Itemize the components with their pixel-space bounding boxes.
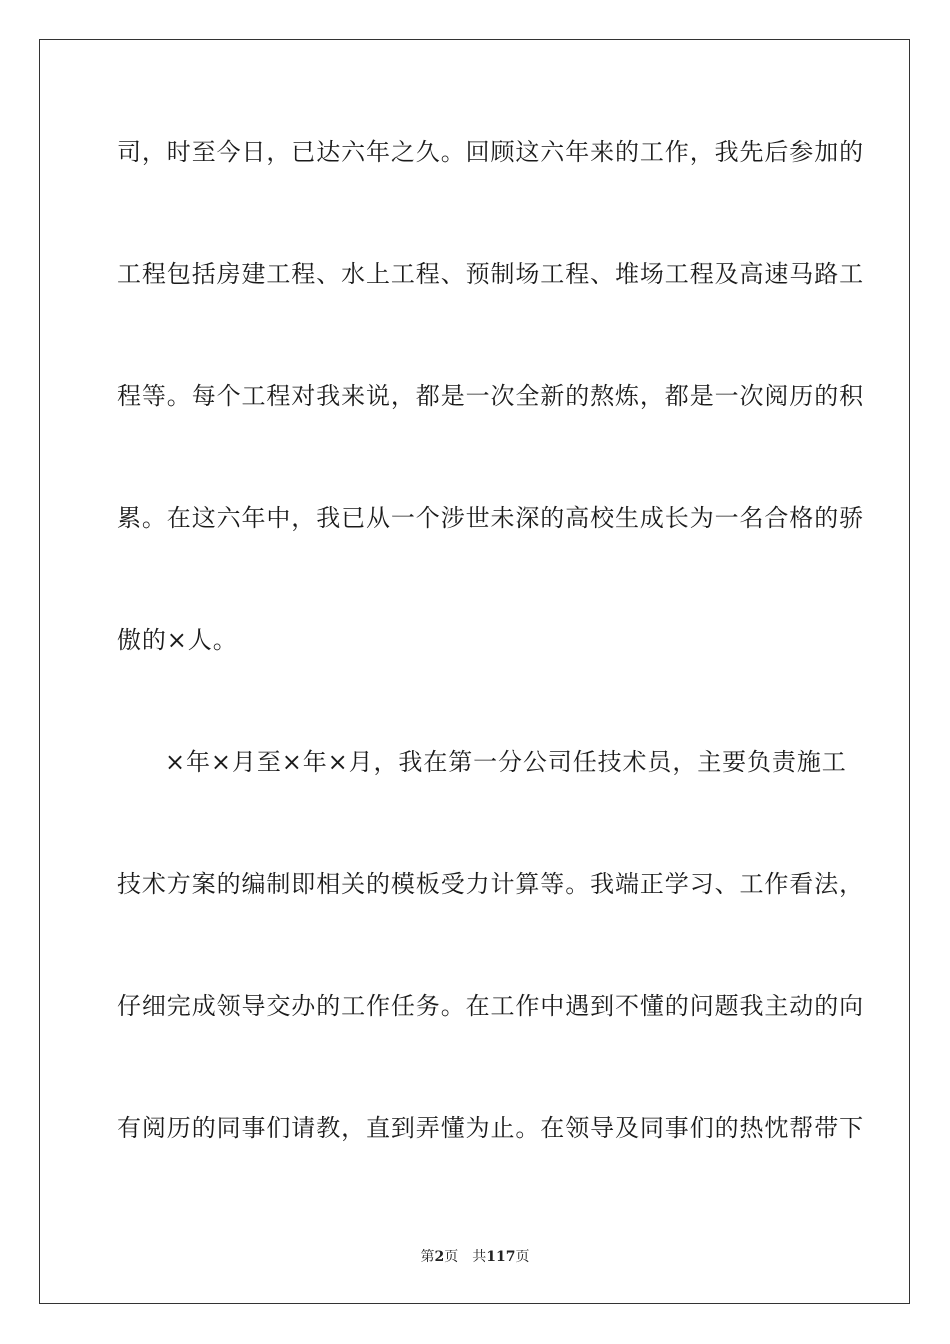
- body-line-5: 傲的×人。: [117, 626, 238, 654]
- body-line-3: 程等。每个工程对我来说，都是一次全新的熬炼，都是一次阅历的积: [117, 382, 864, 410]
- footer-page-suffix: 页: [444, 1249, 459, 1265]
- body-line-9: 有阅历的同事们请教，直到弄懂为止。在领导及同事们的热忱帮带下: [117, 1114, 864, 1142]
- body-line-4: 累。在这六年中，我已从一个涉世未深的高校生成长为一名合格的骄: [117, 504, 864, 532]
- body-line-7: 技术方案的编制即相关的模板受力计算等。我端正学习、工作看法，: [117, 870, 864, 898]
- body-line-1: 司，时至今日，已达六年之久。回顾这六年来的工作，我先后参加的: [117, 138, 864, 166]
- body-line-8: 仔细完成领导交办的工作任务。在工作中遇到不懂的问题我主动的向: [117, 992, 864, 1020]
- footer-total-prefix: 共: [472, 1249, 487, 1265]
- footer-page-number: 2: [434, 1249, 445, 1265]
- footer-page-prefix: 第: [420, 1249, 435, 1265]
- body-line-6: ×年×月至×年×月，我在第一分公司任技术员，主要负责施工: [165, 748, 847, 776]
- footer-total-pages: 117: [486, 1249, 516, 1265]
- body-line-2: 工程包括房建工程、水上工程、预制场工程、堆场工程及高速马路工: [117, 260, 864, 288]
- page-footer: [0, 1248, 950, 1266]
- footer-total-suffix: 页: [515, 1249, 530, 1265]
